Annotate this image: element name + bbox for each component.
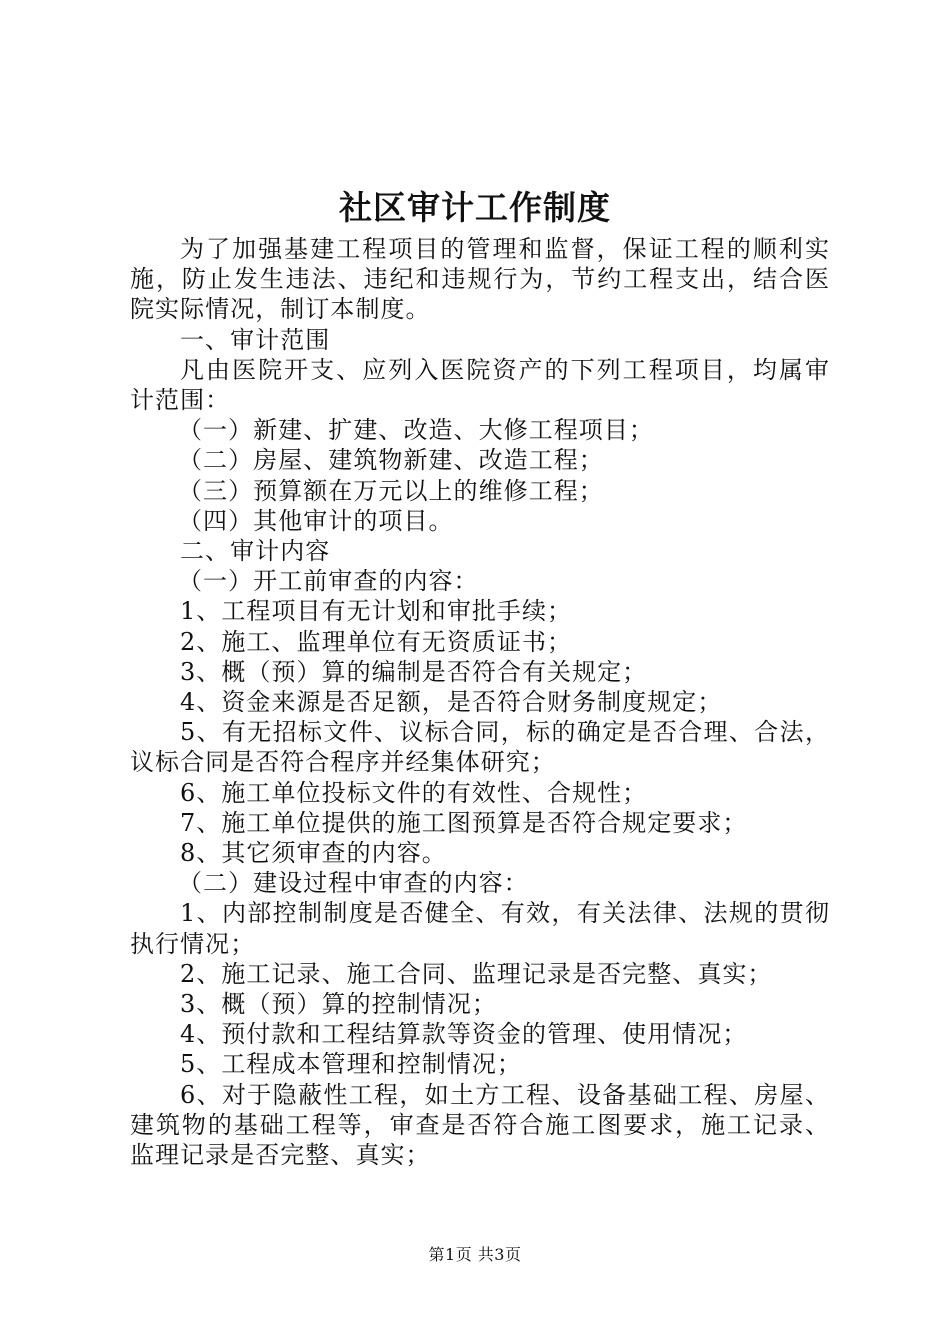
paragraph-intro: 为了加强基建工程项目的管理和监督，保证工程的顺利实施，防止发生违法、违纪和违规行为，节约工程支出，结合医院实际情况，制订本制度。	[130, 235, 830, 324]
list-item: 5、有无招标文件、议标合同，标的确定是否合理、合法，议标合同是否符合程序并经集体研究；	[130, 718, 830, 777]
document-body	[130, 234, 830, 1170]
list-item: 1、工程项目有无计划和审批手续；	[180, 597, 573, 626]
page-footer: 第1页 共3页	[428, 1245, 522, 1264]
list-item: 1、内部控制制度是否健全、有效，有关法律、法规的贯彻执行情况；	[130, 899, 830, 958]
list-item: 6、施工单位投标文件的有效性、合规性；	[180, 778, 648, 807]
list-item: 5、工程成本管理和控制情况；	[180, 1050, 522, 1079]
list-item: 4、预付款和工程结算款等资金的管理、使用情况；	[180, 1020, 748, 1049]
section-heading-scope: 一、审计范围	[180, 325, 331, 354]
list-item: 8、其它须审查的内容。	[180, 839, 447, 868]
list-item: 6、对于隐蔽性工程，如土方工程、设备基础工程、房屋、建筑物的基础工程等，审查是否符合施工图要求，施工记录、监理记录是否完整、真实；	[130, 1080, 830, 1170]
document-title: 社区审计工作制度	[339, 188, 611, 227]
list-item: （一）新建、扩建、改造、大修工程项目；	[178, 416, 654, 445]
list-item: 7、施工单位提供的施工图预算是否符合规定要求；	[180, 808, 748, 837]
list-item: 2、施工、监理单位有无资质证书；	[180, 627, 573, 656]
list-item: （三）预算额在万元以上的维修工程；	[178, 476, 604, 505]
list-item: （二）房屋、建筑物新建、改造工程；	[178, 446, 604, 475]
paragraph-scope: 凡由医院开支、应列入医院资产的下列工程项目，均属审计范围：	[130, 355, 830, 415]
section-heading-content: 二、审计内容	[180, 537, 331, 566]
list-item: 3、概（预）算的编制是否符合有关规定；	[180, 657, 648, 686]
subsection-heading: （一）开工前审查的内容：	[178, 567, 479, 596]
list-item: 4、资金来源是否足额，是否符合财务制度规定；	[180, 688, 723, 717]
list-item: 2、施工记录、施工合同、监理记录是否完整、真实；	[180, 959, 773, 988]
list-item: 3、概（预）算的控制情况；	[180, 990, 497, 1019]
subsection-heading: （二）建设过程中审查的内容：	[178, 869, 529, 898]
list-item: （四）其他审计的项目。	[178, 506, 454, 535]
